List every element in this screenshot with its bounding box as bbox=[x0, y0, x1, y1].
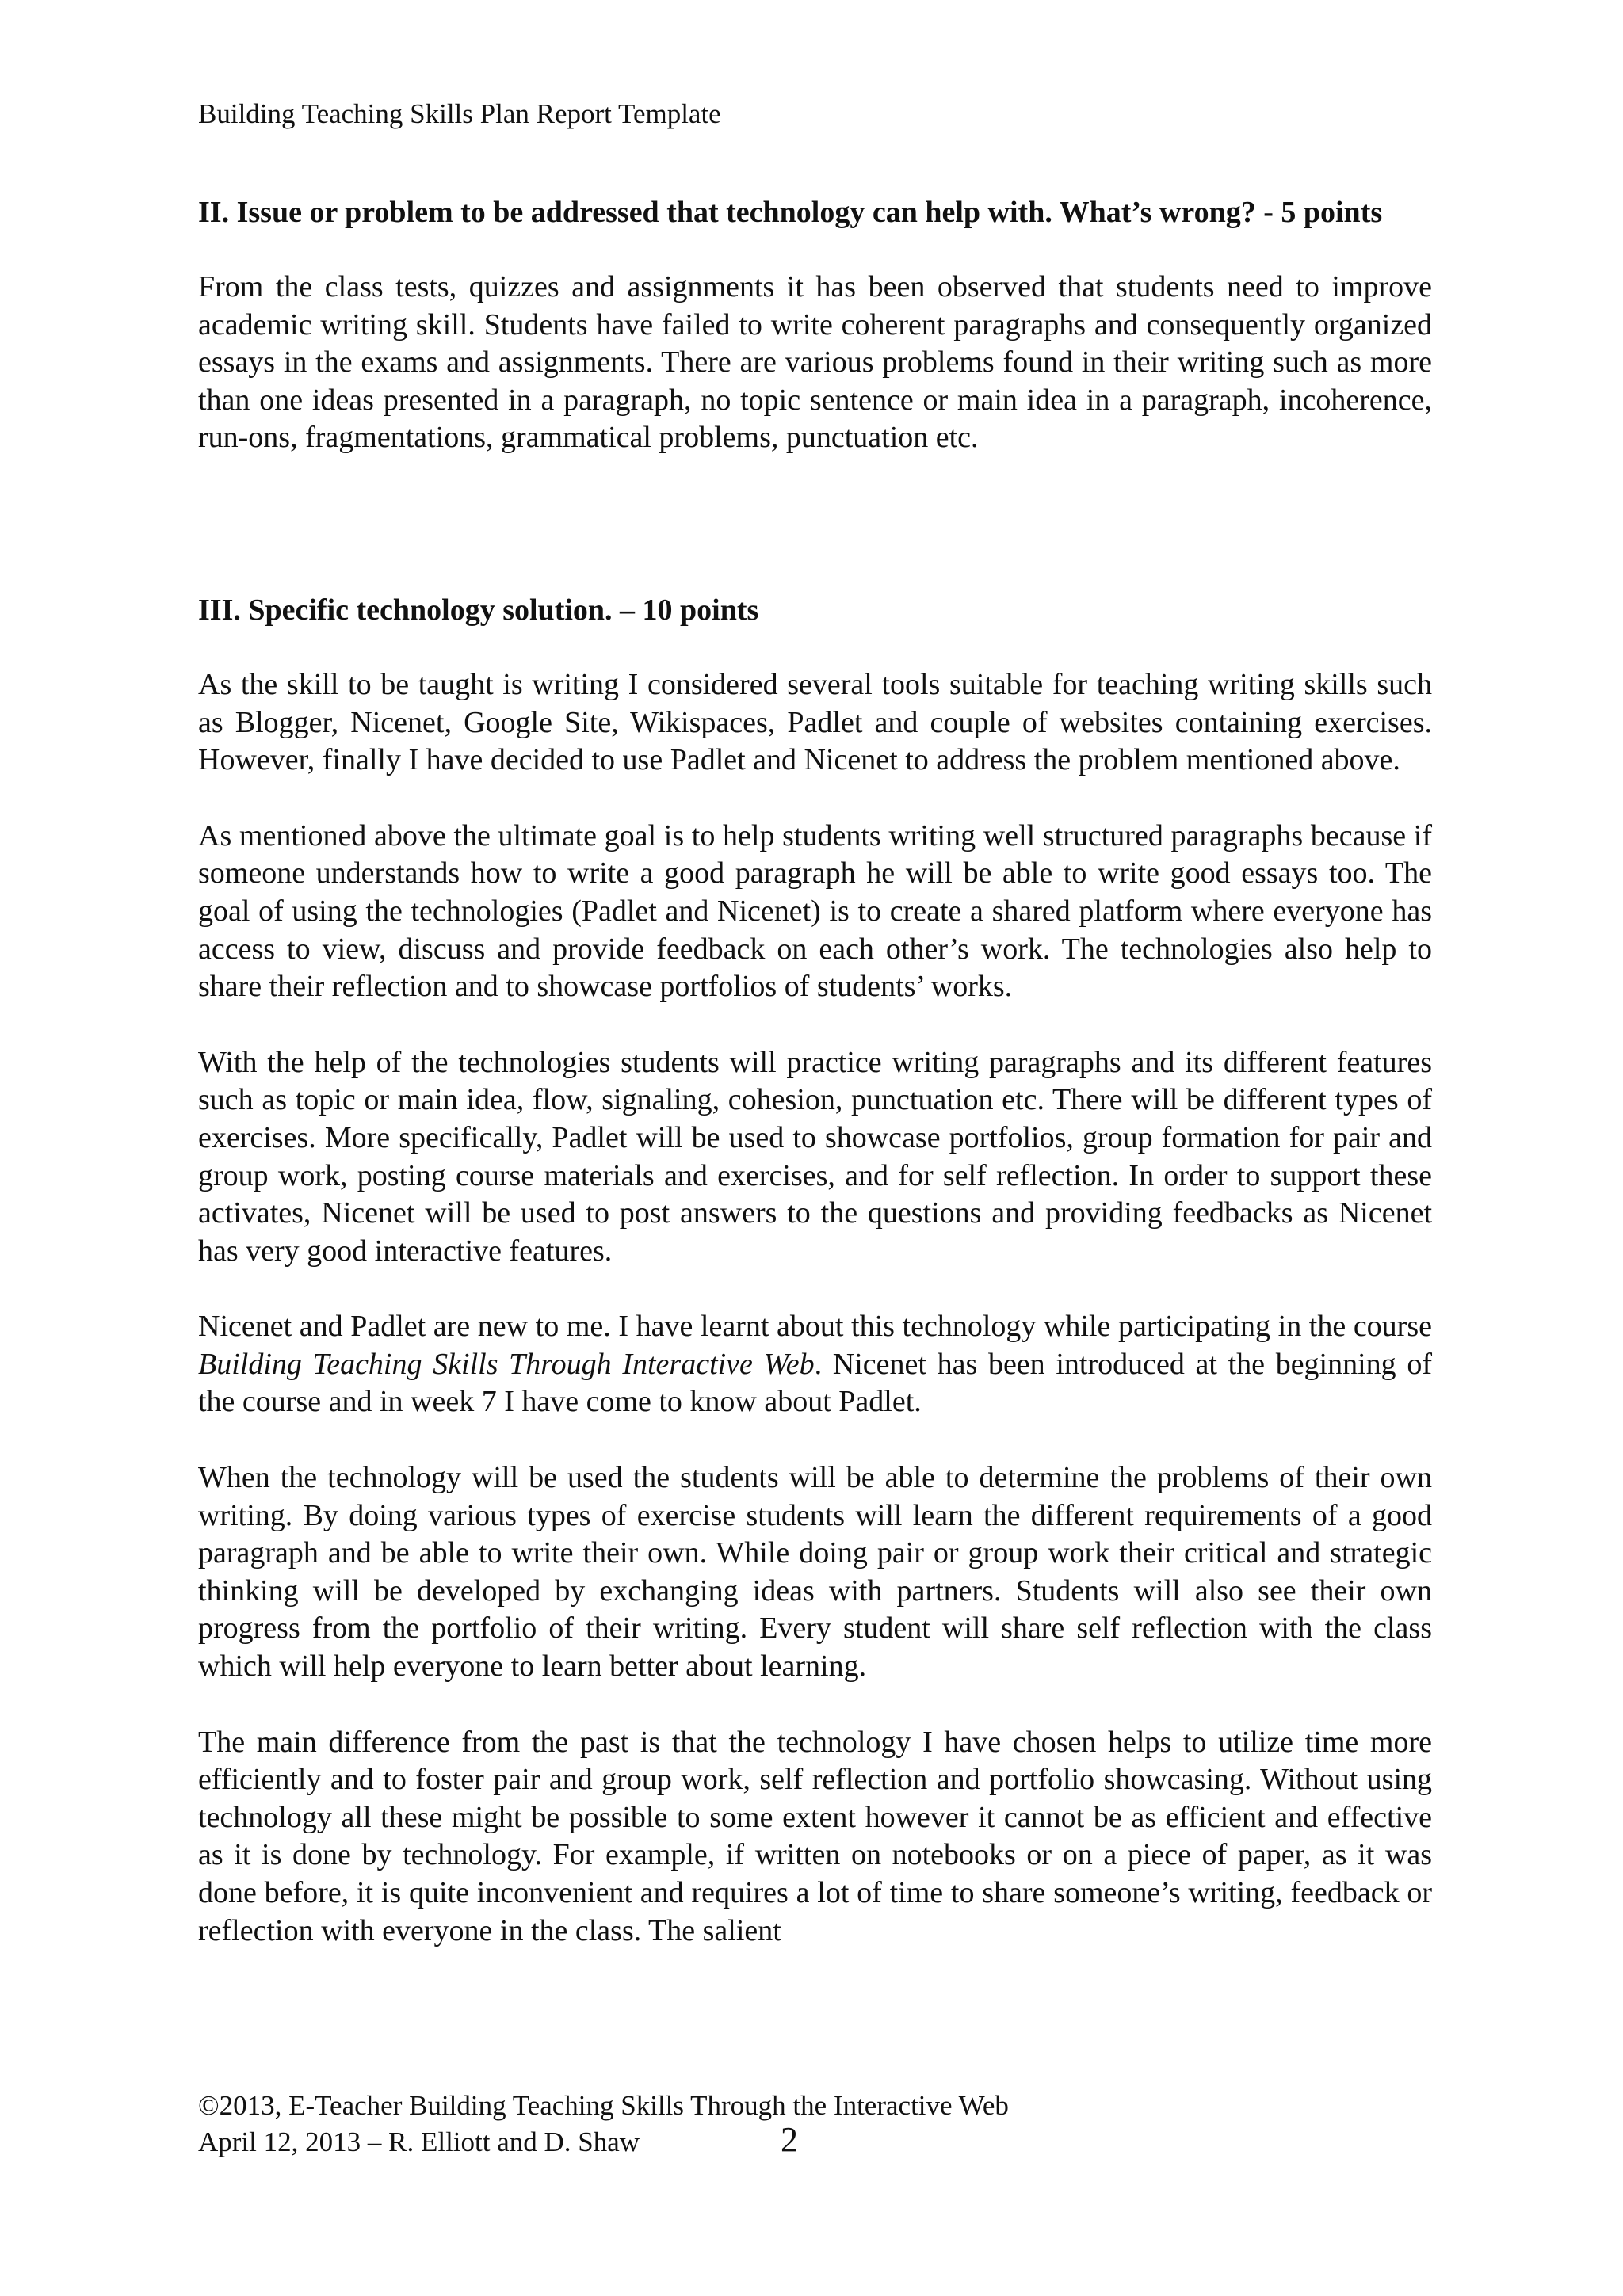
page-number: 2 bbox=[781, 2120, 798, 2159]
footer-copyright: ©2013, E-Teacher Building Teaching Skills Through the Interactive Web bbox=[198, 2090, 1009, 2121]
paragraph-4-text-end: . Nicenet has been introduced at the beginning of the course and in week 7 I have come to know about Padlet. bbox=[198, 1347, 1432, 1419]
section-3-paragraph-2: As mentioned above the ultimate goal is to help students writing well structured paragraphs because if someone understands how to write a good paragraph he will be able to write good essays too. The goal of using the technologies (Padlet and Nicenet) is to create a shared platform where everyone has access to view, discuss and provide feedback on each other’s work. The technologies also help to share their reflection and to showcase portfolios of students’ works. bbox=[198, 818, 1432, 1004]
section-3-heading: III. Specific technology solution. – 10 points bbox=[198, 593, 759, 627]
footer-date-authors: April 12, 2013 – R. Elliott and D. Shaw bbox=[198, 2126, 640, 2157]
section-2-paragraph: From the class tests, quizzes and assignments it has been observed that students need to improve academic writing skill. Students have failed to write coherent paragraphs and consequently organized essays in the exams and assignments. There are various problems found in their writing such as more than one ideas presented in a paragraph, no topic sentence or main idea in a paragraph, incoherence, run-ons, fragmentations, grammatical problems, punctuation etc. bbox=[198, 270, 1432, 455]
section-3-paragraph-6: The main difference from the past is that the technology I have chosen helps to utilize time more efficiently and to foster pair and group work, self reflection and portfolio showcasing. Without using technology all these might be possible to some extent however it cannot be as efficient and effective as it is done by technology. For example, if written on notebooks or on a piece of paper, as it was done before, it is quite inconvenient and requires a lot of time to share someone’s writing, feedback or reflection with everyone in the class. The salient bbox=[198, 1725, 1432, 1947]
running-header: Building Teaching Skills Plan Report Template bbox=[198, 98, 721, 129]
section-3-paragraph-4 bbox=[198, 1308, 1432, 1421]
section-2-heading: II. Issue or problem to be addressed that technology can help with. What’s wrong? - 5 points bbox=[198, 196, 1383, 229]
page-content bbox=[198, 194, 1432, 1950]
section-3-paragraph-3: With the help of the technologies students will practice writing paragraphs and its different features such as topic or main idea, flow, signaling, cohesion, punctuation etc. There will be different types of exercises. More specifically, Padlet will be used to showcase portfolios, group formation for pair and group work, posting course materials and exercises, and for self reflection. In order to support these activates, Nicenet will be used to post answers to the questions and providing feedbacks as Nicenet has very good interactive features. bbox=[198, 1045, 1432, 1268]
course-title-italic: Building Teaching Skills Through Interactive Web bbox=[198, 1347, 815, 1381]
section-3-paragraph-1: As the skill to be taught is writing I considered several tools suitable for teaching writing skills such as Blogger, Nicenet, Google Site, Wikispaces, Padlet and couple of websites containing exercises. However, finally I have decided to use Padlet and Nicenet to address the problem mentioned above. bbox=[198, 667, 1432, 777]
paragraph-4-text-start: Nicenet and Padlet are new to me. I have learnt about this technology while participating in the course bbox=[198, 1310, 1432, 1344]
section-3-paragraph-5: When the technology will be used the students will be able to determine the problems of their own writing. By doing various types of exercise students will learn the different requirements of a good paragraph and be able to write their own. While doing pair or group work their critical and strategic thinking will be developed by exchanging ideas with partners. Students will also see their own progress from the portfolio of their writing. Every student will share self reflection with the class which will help everyone to learn better about learning. bbox=[198, 1461, 1432, 1684]
